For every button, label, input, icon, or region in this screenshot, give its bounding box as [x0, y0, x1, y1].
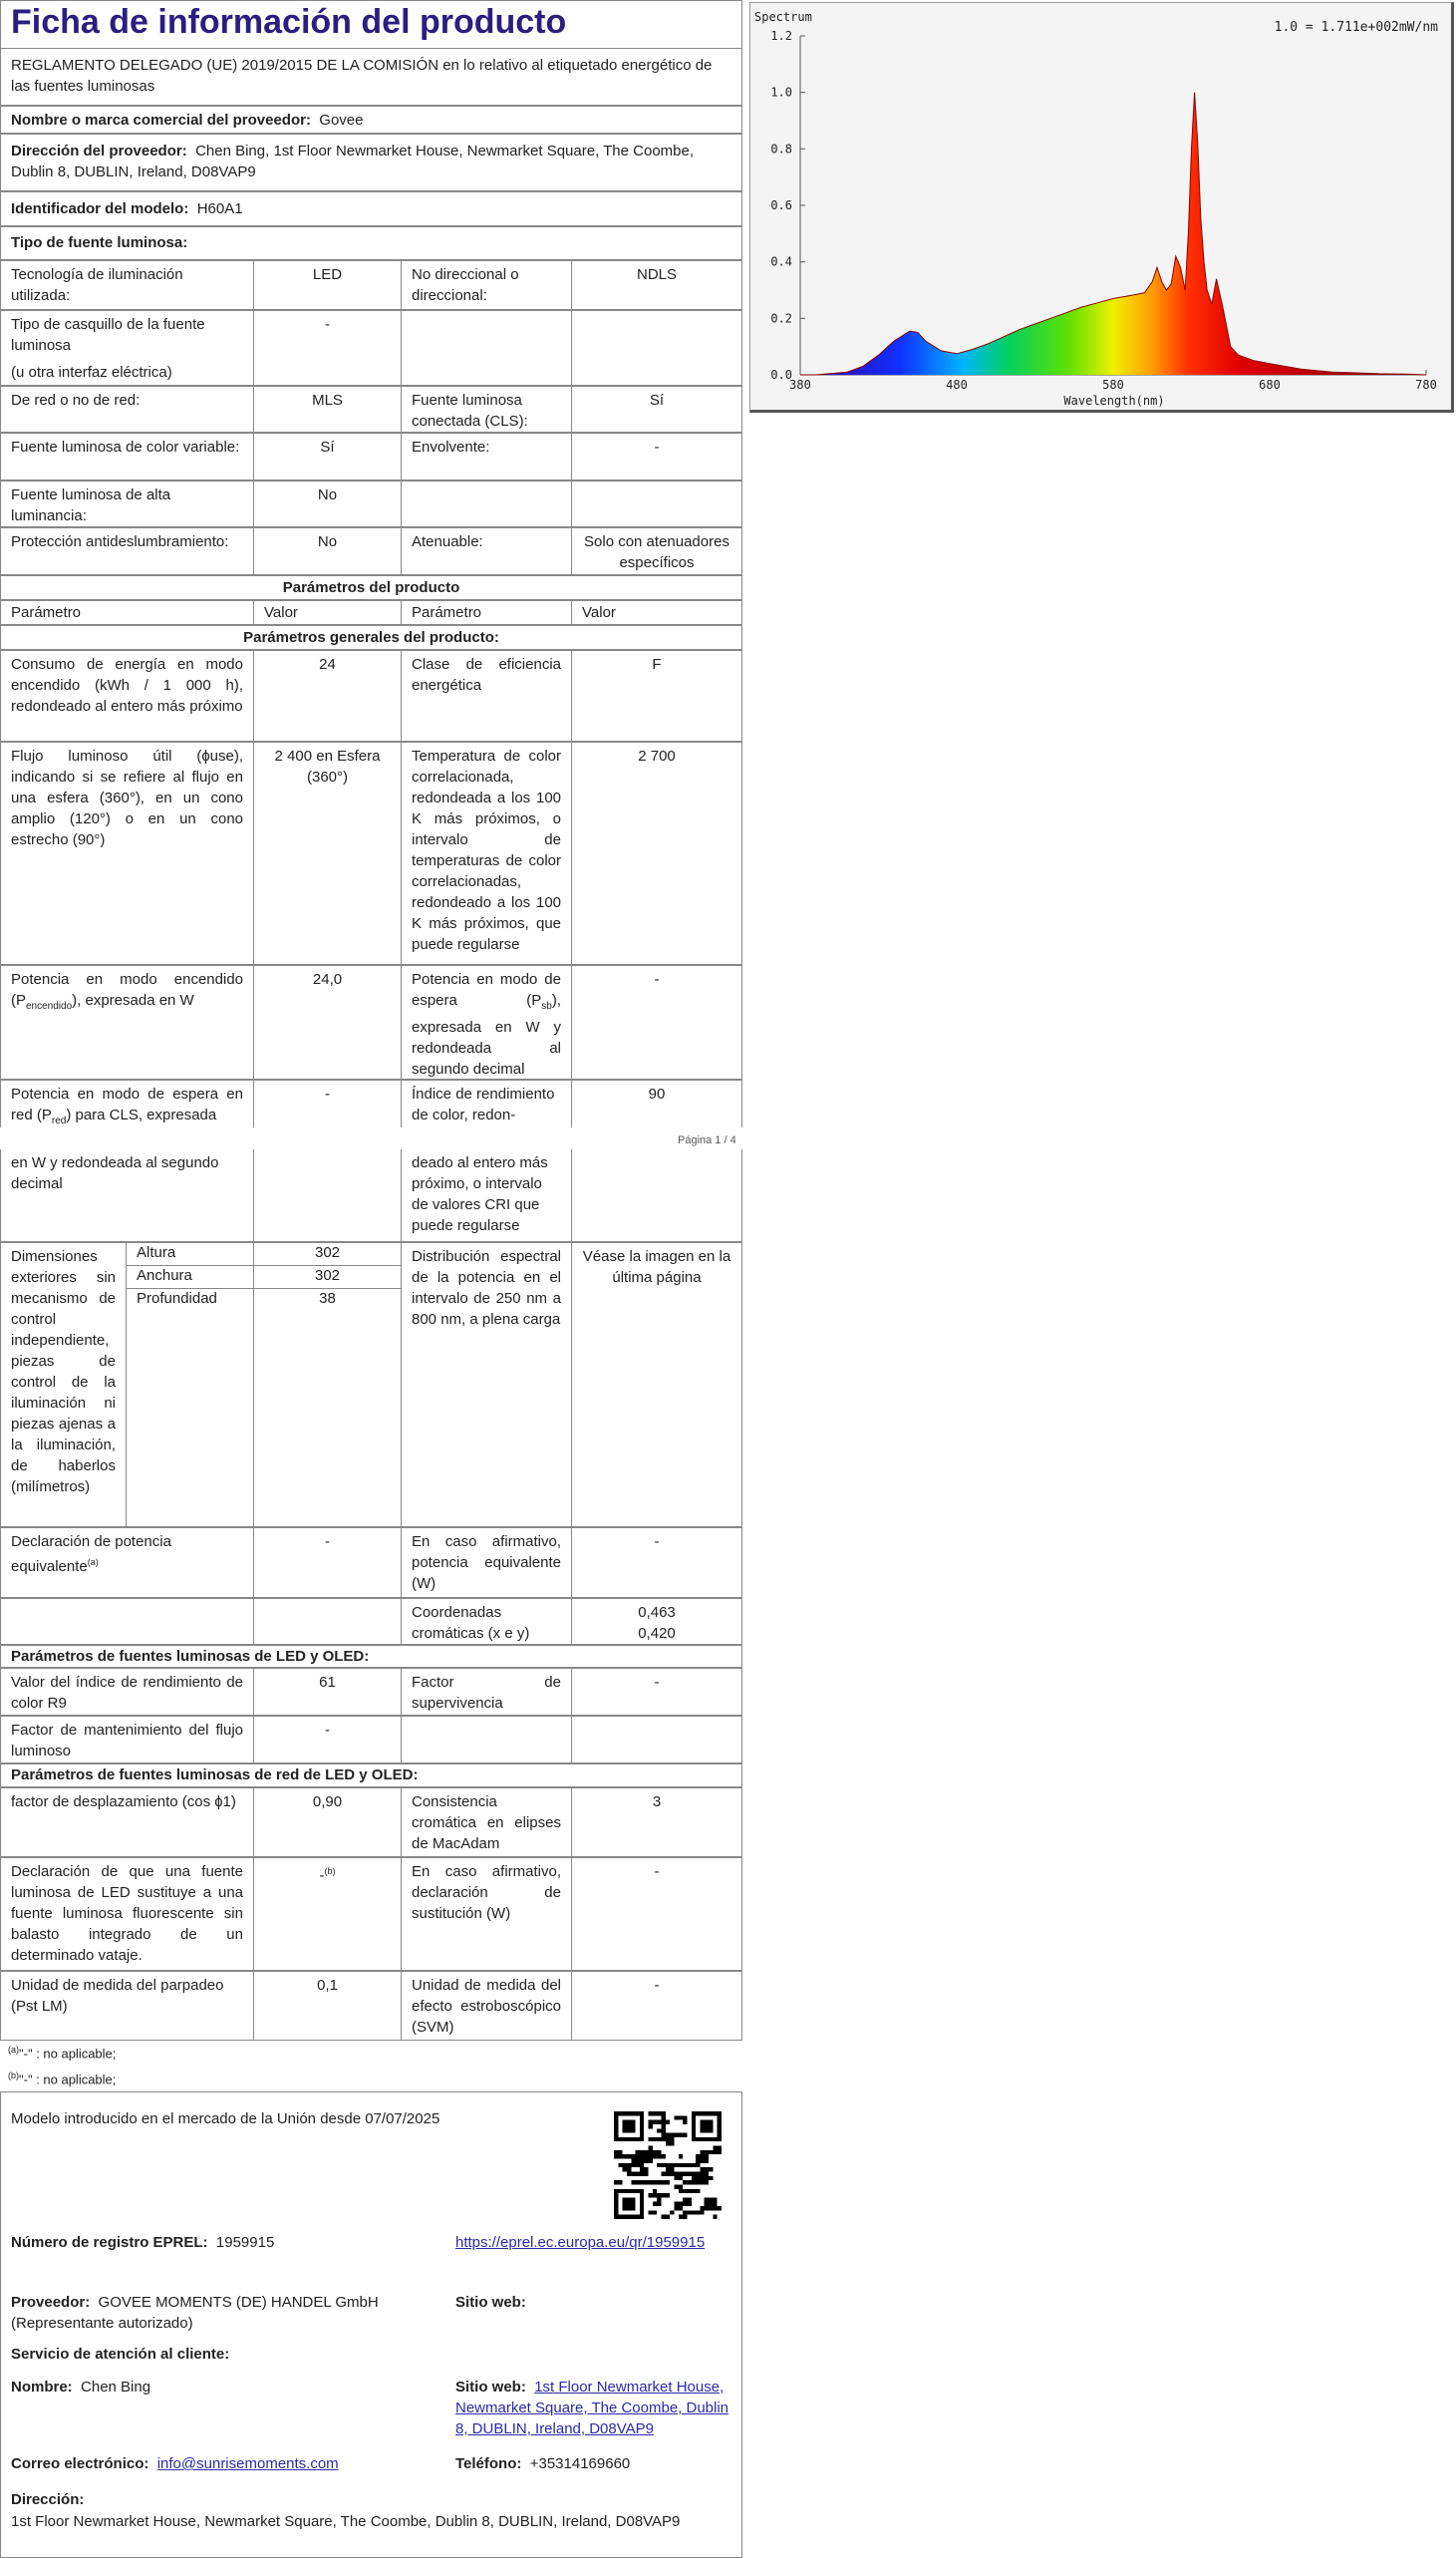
type-row — [0, 260, 742, 310]
y-tick-label: 0.0 — [770, 368, 792, 382]
replacement-w-value: - — [654, 1863, 660, 1880]
spectrum-area — [800, 93, 1426, 375]
tech-label: Tecnología de iluminación utilizada: — [1, 261, 254, 309]
dimmable-label: Atenuable: — [402, 528, 572, 574]
contact-phone: Teléfono: +35314169660 — [455, 2455, 631, 2472]
customer-service-label: Servicio de atención al cliente: — [11, 2346, 230, 2363]
replacement-label: Declaración de que una fuente luminosa de LED sustituye a una fuente luminosa fluorescente sin balasto integrado de un determinado vataje. — [1, 1858, 254, 1970]
type-row — [0, 310, 742, 386]
col-value-1: Valor — [254, 601, 402, 624]
eprel-number: Número de registro EPREL: 1959915 — [11, 2234, 275, 2251]
y-tick-label: 0.2 — [770, 311, 792, 326]
led-heading: Parámetros de fuentes luminosas de LED y OLED: — [11, 1648, 370, 1665]
tech-value: LED — [254, 261, 402, 309]
standby-value: - — [654, 971, 660, 988]
height-value: 302 — [254, 1243, 402, 1266]
dimensions-label: Dimensiones exteriores sin mecanismo de control independiente, piezas de control de la iluminación ni piezas ajenas a la iluminación, de haberlos (milímetros) — [1, 1243, 127, 1526]
cap-label-2: (u otra interfaz eléctrica) — [11, 364, 172, 381]
param-row — [0, 1149, 742, 1242]
x-tick-label: 680 — [1259, 378, 1281, 392]
params-heading-row — [0, 575, 742, 600]
type-row — [0, 386, 742, 433]
width-value: 302 — [254, 1266, 402, 1289]
replacement-w-label: En caso afirmativo, declaración de sustitución (W) — [402, 1858, 572, 1970]
param-row — [0, 965, 742, 1080]
param-row — [0, 1971, 742, 2041]
spd-value: Véase la imagen en la última página — [582, 1248, 731, 1286]
general-heading-row — [0, 625, 742, 650]
contact-website[interactable]: Sitio web: 1st Floor Newmarket House, Newmarket Square, The Coombe, Dublin 8, DUBLIN, Ireland, D08VAP9 — [455, 2379, 729, 2437]
energy-label: Consumo de energía en modo encendido (kWh / 1 000 h), redondeado al entero más próximo — [1, 651, 254, 741]
param-row — [0, 1527, 742, 1598]
general-heading: Parámetros generales del producto: — [243, 629, 499, 646]
cri-value: 90 — [648, 1086, 666, 1103]
cri-label-cont: deado al entero más próximo, o intervalo de valores CRI que puede regularse — [402, 1149, 572, 1241]
regulation-text: REGLAMENTO DELEGADO (UE) 2019/2015 DE LA COMISIÓN en lo relativo al etiquetado energético de las fuentes luminosas — [11, 57, 713, 95]
depth-value: 38 — [254, 1289, 402, 1526]
mains-value: MLS — [254, 387, 402, 432]
col-param-2: Parámetro — [402, 601, 572, 624]
standby-label: Potencia en modo de espera $(P_{sb})$, expresada en W y redondeada al segundo decimal — [402, 966, 572, 1079]
mains-heading: Parámetros de fuentes luminosas de red de LED y OLED: — [11, 1766, 419, 1783]
r9-value: 61 — [254, 1669, 402, 1715]
color-variable-label: Fuente luminosa de color variable: — [1, 434, 254, 480]
envelope-value: - — [654, 439, 660, 456]
param-row — [0, 1598, 742, 1645]
anti-glare-label: Protección antideslumbramiento: — [1, 528, 254, 574]
cls-label: Fuente luminosa conectada (CLS): — [402, 387, 572, 432]
replacement-value: -$^{(b)}$ — [254, 1858, 402, 1970]
param-row — [0, 1080, 742, 1127]
network-standby-label-cont: en W y redondeada al segundo decimal — [1, 1149, 254, 1241]
chart-annotation: 1.0 = 1.711e+002mW/nm — [1274, 20, 1438, 35]
cri-label: Índice de rendimiento de color, redon- — [402, 1081, 572, 1127]
cct-label: Temperatura de color correlacionada, redondeada a los 100 K más próximos, o intervalo de temperaturas de color correlacionadas, redondeado a los 100 K más próximos, que puede regularse — [402, 743, 572, 964]
spectrum-svg — [750, 3, 1451, 410]
stroboscopic-value: - — [654, 1977, 660, 1994]
energy-value: 24 — [254, 651, 402, 741]
supplier-name: Govee — [319, 112, 364, 129]
model-row — [0, 191, 742, 226]
page-number: Página 1 / 4 — [678, 1134, 736, 1146]
y-tick-label: 0.8 — [770, 142, 792, 157]
chart-title: Spectrum — [754, 10, 812, 24]
envelope-label: Envolvente: — [402, 434, 572, 480]
contact-name: Nombre: Chen Bing — [11, 2379, 151, 2396]
chroma-x: 0,463 — [638, 1604, 676, 1621]
x-tick-label: 480 — [946, 378, 968, 392]
r9-label: Valor del índice de rendimiento de color R9 — [1, 1669, 254, 1715]
introduced-date: Modelo introducido en el mercado de la Unión desde 07/07/2025 — [11, 2110, 440, 2127]
param-row — [0, 650, 742, 742]
supplier-address-label: Dirección del proveedor: — [11, 143, 187, 160]
x-tick-label: 380 — [789, 378, 811, 392]
equivalent-power-label: Declaración de potencia equivalente$^{(a)}$ — [1, 1528, 254, 1597]
mains-label: De red o no de red: — [1, 387, 254, 432]
macadam-value: 3 — [652, 1793, 662, 1810]
height-label: Altura — [127, 1243, 254, 1266]
supplier-name-row — [0, 106, 742, 134]
provider: Proveedor: GOVEE MOMENTS (DE) HANDEL GmbH (Representante autorizado) — [11, 2294, 379, 2332]
type-row — [0, 527, 742, 575]
stroboscopic-label: Unidad de medida del efecto estroboscópico (SVM) — [402, 1972, 572, 2040]
model-label: Identificador del modelo: — [11, 200, 189, 217]
displacement-label: factor de desplazamiento (cos ɸ1) — [1, 1788, 254, 1856]
y-tick-label: 0.4 — [770, 254, 792, 269]
depth-label: Profundidad — [127, 1289, 254, 1526]
x-tick-label: 780 — [1415, 378, 1437, 392]
col-param-1: Parámetro — [1, 601, 254, 624]
param-row — [0, 1716, 742, 1763]
footnote-a: $^{(a)}$"-" : no aplicable; — [8, 2045, 117, 2062]
directional-label: No direccional o direccional: — [402, 261, 572, 309]
col-value-2: Valor — [582, 604, 616, 621]
contact-email[interactable]: Correo electrónico: info@sunrisemoments.com — [11, 2455, 339, 2472]
macadam-label: Consistencia cromática en elipses de MacAdam — [402, 1788, 572, 1856]
type-heading: Tipo de fuente luminosa: — [11, 234, 188, 251]
survival-value: - — [654, 1674, 660, 1691]
power-on-label: Potencia en modo encendido $(P_{encendido})$, expresada en W — [1, 966, 254, 1079]
type-heading-row — [0, 226, 742, 260]
flicker-value: 0,1 — [254, 1972, 402, 2040]
footnote-b: $^{(b)}$"-" : no aplicable; — [8, 2071, 117, 2087]
type-row — [0, 480, 742, 527]
efficiency-class-value: F — [652, 656, 662, 673]
param-row — [0, 1787, 742, 1857]
network-standby-value: - — [254, 1081, 402, 1127]
power-on-value: 24,0 — [254, 966, 402, 1079]
width-label: Anchura — [127, 1266, 254, 1289]
params-columns-row — [0, 600, 742, 625]
type-row — [0, 433, 742, 480]
supplier-address-row — [0, 134, 742, 191]
y-tick-label: 1.2 — [770, 29, 792, 43]
directional-value: NDLS — [636, 266, 677, 283]
flux-value: 2 400 en Esfera (360°) — [254, 743, 402, 964]
mains-heading-row — [0, 1763, 742, 1787]
y-tick-label: 1.0 — [770, 85, 792, 100]
dimmable-value: Solo con atenuadores específicos — [584, 533, 729, 571]
efficiency-class-label: Clase de eficiencia energética — [402, 651, 572, 741]
cap-value: - — [254, 311, 402, 385]
cls-value: Sí — [649, 392, 665, 409]
y-tick-label: 0.6 — [770, 198, 792, 212]
led-heading-row — [0, 1645, 742, 1668]
contact-address: 1st Floor Newmarket House, Newmarket Square, The Coombe, Dublin 8, DUBLIN, Ireland, D08VAP9 — [11, 2513, 681, 2530]
param-row — [0, 742, 742, 965]
survival-label: Factor de supervivencia — [402, 1669, 572, 1715]
high-luminance-value: No — [254, 481, 402, 526]
maintenance-value: - — [254, 1717, 402, 1762]
spd-label: Distribución espectral de la potencia en el intervalo de 250 nm a 800 nm, a plena carga — [402, 1243, 572, 1526]
equivalent-power-w-label: En caso afirmativo, potencia equivalente (W) — [402, 1528, 572, 1597]
chroma-label: Coordenadas cromáticas (x e y) — [402, 1599, 572, 1644]
network-standby-label: Potencia en modo de espera en red $(P_{red})$ para CLS, expresada — [1, 1081, 254, 1127]
cct-value: 2 700 — [638, 748, 676, 765]
address-label: Dirección: — [11, 2491, 85, 2508]
param-row — [0, 1668, 742, 1716]
flux-label: Flujo luminoso útil (ɸuse), indicando si se refiere al flujo en una esfera (360°), en un cono amplio (120°) o en un cono estrecho (90°) — [1, 743, 254, 964]
website-label: Sitio web: — [455, 2294, 526, 2311]
flicker-label: Unidad de medida del parpadeo (Pst LM) — [1, 1972, 254, 2040]
supplier-address: Chen Bing, 1st Floor Newmarket House, Newmarket Square, The Coombe, Dublin 8, DUBLIN, Ireland, D08VAP9 — [11, 143, 695, 180]
x-axis-label: Wavelength(nm) — [1063, 394, 1165, 408]
displacement-value: 0,90 — [254, 1788, 402, 1856]
eprel-link[interactable]: https://eprel.ec.europa.eu/qr/1959915 — [455, 2234, 706, 2251]
qr-code[interactable] — [614, 2111, 722, 2219]
maintenance-label: Factor de mantenimiento del flujo luminoso — [1, 1717, 254, 1762]
page-title: Ficha de información del producto — [0, 0, 742, 48]
params-heading: Parámetros del producto — [282, 579, 460, 596]
equivalent-power-value: - — [254, 1528, 402, 1597]
param-row — [0, 1857, 742, 1971]
supplier-name-label: Nombre o marca comercial del proveedor: — [11, 112, 311, 129]
spectrum-chart — [749, 2, 1454, 413]
dimensions-row — [0, 1242, 742, 1527]
cap-label: Tipo de casquillo de la fuente luminosa — [11, 316, 205, 354]
x-tick-label: 580 — [1102, 378, 1124, 392]
model-id: H60A1 — [196, 200, 243, 217]
equivalent-power-w-value: - — [654, 1533, 660, 1550]
chroma-y: 0,420 — [638, 1625, 676, 1642]
anti-glare-value: No — [254, 528, 402, 574]
color-variable-value: Sí — [254, 434, 402, 480]
high-luminance-label: Fuente luminosa de alta luminancia: — [1, 481, 254, 526]
regulation-row — [0, 48, 742, 106]
